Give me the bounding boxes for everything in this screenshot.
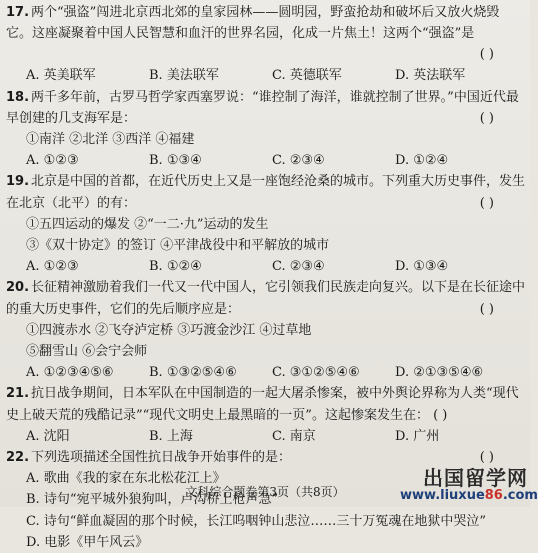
q21-line-1: 21. 抗日战争期间，日本军队在中国制造的一起大屠杀惨案，被中外舆论界称为人类“现代 xyxy=(6,386,519,402)
q17-option-b: B. 美法联军 xyxy=(149,68,219,84)
q18-option-b: B. ①③④ xyxy=(149,153,202,169)
q21-number: 21. xyxy=(6,386,30,402)
q19-items-2: ③《双十协定》的签订 ④平津战役中和平解放的城市 xyxy=(26,238,330,254)
q19-answer-paren: ( ) xyxy=(479,195,494,211)
q18-number: 18. xyxy=(6,89,30,105)
q20-line-2: 的重大历史事件，它们的先后顺序应是： ( ) xyxy=(6,299,522,320)
q21-option-b: B. 上海 xyxy=(149,428,193,444)
q20-answer-paren: ( ) xyxy=(479,301,494,317)
q20-number: 20. xyxy=(6,280,30,296)
q21-option-d: D. 广州 xyxy=(395,428,440,444)
q17-answer-paren: ( ) xyxy=(479,47,494,63)
q22-option-c: C. 诗句“鲜血凝固的那个时候，长江呜咽钟山悲泣……三十万冤魂在地狱中哭泣” xyxy=(26,513,487,529)
q18-answer-paren: ( ) xyxy=(479,110,494,126)
q19-line-1: 19. 北京是中国的首都，在近代历史上又是一座饱经沧桑的城市。下列重大历史事件，发生 xyxy=(6,174,526,190)
q22-line-1: 22. 下列选项描述全国性抗日战争开始事件的是： ( ) xyxy=(6,447,522,468)
q20-option-c: C. ③①②⑤④⑥ xyxy=(272,365,360,381)
q21-option-c: C. 南京 xyxy=(272,428,316,444)
q20-option-a: A. ①②③④⑤⑥ xyxy=(26,365,114,381)
q21-line-2: 史上破天荒的残酷记录”“现代文明史上最黑暗的一页”。这起惨案发生在： ( ) xyxy=(6,407,448,423)
q19-option-c: C. ②③④ xyxy=(272,259,325,275)
q18-items: ①南洋 ②北洋 ③西洋 ④福建 xyxy=(26,132,195,148)
q18-line-2: 早创建的几支海军是： ( ) xyxy=(6,108,522,129)
q18-option-d: D. ①②④ xyxy=(395,153,449,169)
q20-option-b: B. ①③②⑤④⑥ xyxy=(149,365,237,381)
q22-answer-paren: ( ) xyxy=(479,450,494,466)
q22-option-d: D. 电影《甲午风云》 xyxy=(26,534,149,550)
q17-option-d: D. 英法联军 xyxy=(395,68,466,84)
watermark-title: 出国留学网 xyxy=(423,466,528,490)
q22-number: 22. xyxy=(6,450,30,466)
q17-paren-line xyxy=(6,44,522,65)
page-footer: 文科综合题卷第3页（共8页） xyxy=(185,484,345,499)
q17-options xyxy=(6,65,522,86)
q20-items-2: ⑤翻雪山 ⑥会宁会师 xyxy=(26,344,148,360)
q20-option-d: D. ②①③⑤④⑥ xyxy=(395,365,484,381)
q18-line-1: 18. 两千多年前，古罗马哲学家西塞罗说：“谁控制了海洋，谁就控制了世界。”中国近代最 xyxy=(6,89,519,105)
q18-options xyxy=(6,150,522,171)
q18-option-a: A. ①②③ xyxy=(26,153,79,169)
watermark xyxy=(400,466,538,507)
q21-options xyxy=(6,426,522,447)
q19-options xyxy=(6,256,522,277)
q17-option-c: C. 英德联军 xyxy=(272,68,342,84)
q17-number: 17. xyxy=(6,5,30,20)
q19-option-d: D. ①③④ xyxy=(395,259,449,275)
q17-line-2: 它。这座凝聚着中国人民智慧和血汗的世界名园，化成一片焦土！这两个“强盗”是 xyxy=(6,26,475,42)
q22-option-a: A. 歌曲《我的家在东北松花江上》 xyxy=(26,471,226,487)
q22-option-b: B. 诗句“宛平城外狼狗叫，卢沟桥上枪声急” xyxy=(26,492,279,508)
q20-line-1: 20. 长征精神激励着我们一代又一代中国人，它引领我们民族走向复兴。以下是在长征途中 xyxy=(6,280,526,296)
q19-line-2: 在北京（北平）的有： ( ) xyxy=(6,193,522,214)
q17-option-a: A. 英美联军 xyxy=(26,68,96,84)
q17-line-1: 17. 两个“强盗”闯进北京西北郊的皇家园林——圆明园，野蛮抢劫和破坏后又放火烧毁 xyxy=(6,5,500,20)
q21-option-a: A. 沈阳 xyxy=(26,428,70,444)
watermark-url: www.liuxue86.com xyxy=(400,488,538,503)
q19-number: 19. xyxy=(6,174,30,190)
q18-option-c: C. ②③④ xyxy=(272,153,325,169)
q19-items-1: ①五四运动的爆发 ②“一二·九”运动的发生 xyxy=(26,216,269,232)
q20-options xyxy=(6,362,522,383)
q19-option-a: A. ①②③ xyxy=(26,259,79,275)
q19-option-b: B. ①②④ xyxy=(149,259,202,275)
q20-items-1: ①四渡赤水 ②飞夺泸定桥 ③巧渡金沙江 ④过草地 xyxy=(26,322,312,338)
